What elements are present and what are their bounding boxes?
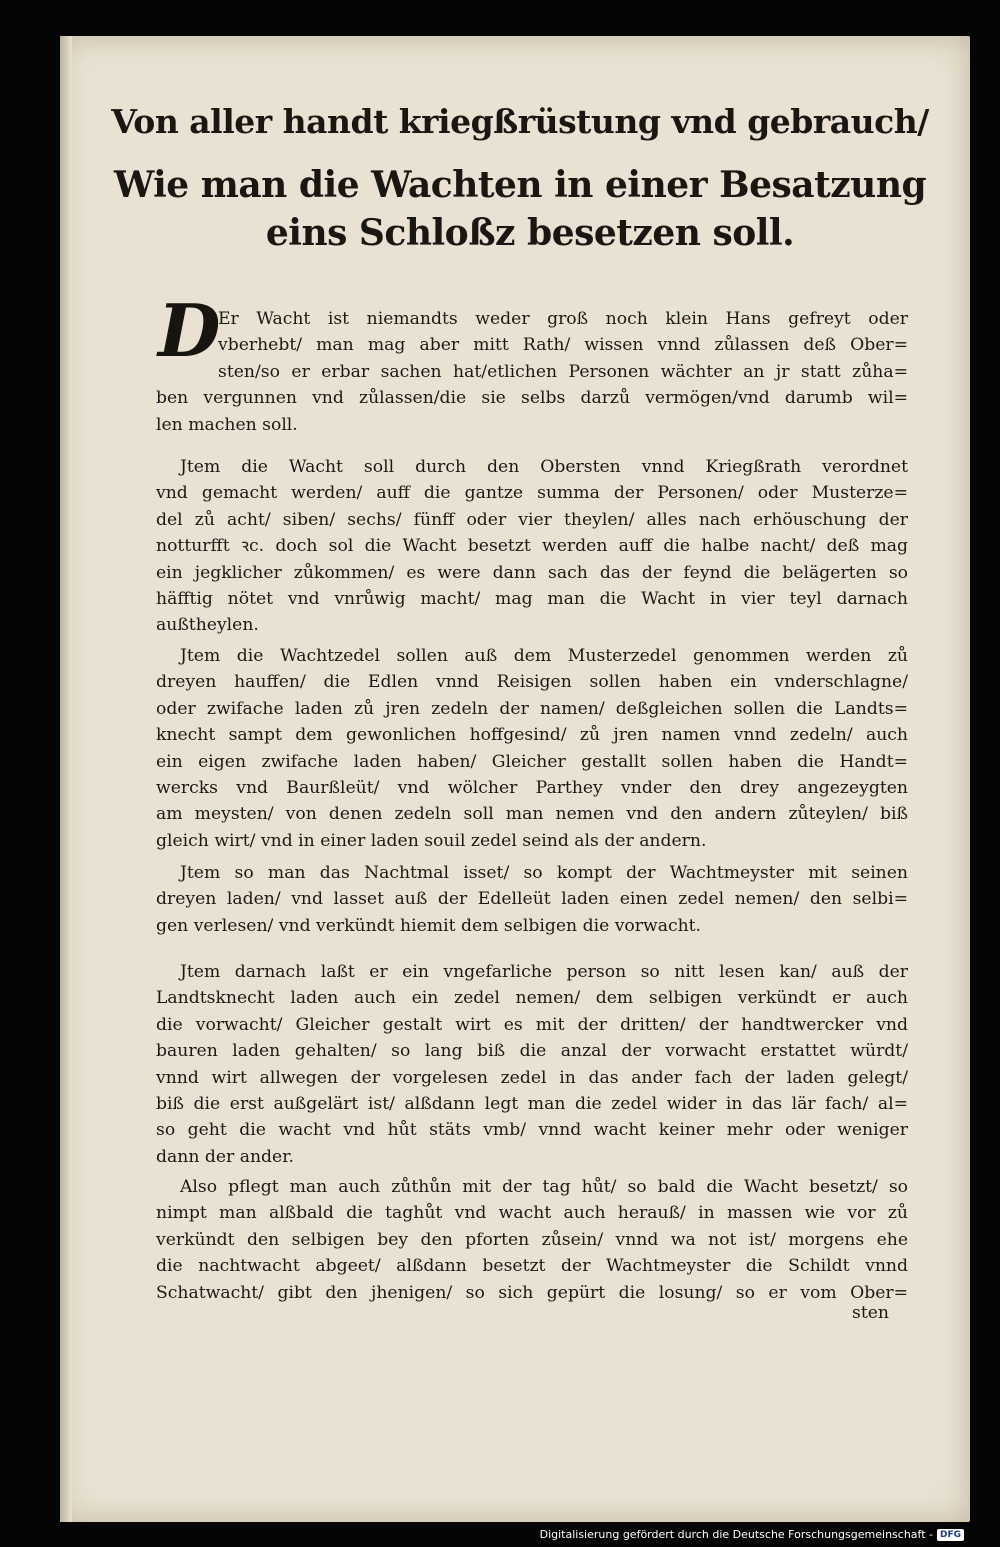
text-line: die nachtwacht abgeet/ alßdann besetzt der Wachtmeyster die Schildt vnnd — [156, 1256, 908, 1277]
paragraph-1 — [156, 306, 908, 438]
text-line: Jtem die Wachtzedel sollen auß dem Musterzedel genommen werden zů — [180, 646, 908, 666]
text-line: verkündt den selbigen bey den pforten zůsein/ vnnd wa not ist/ morgens ehe — [156, 1229, 908, 1250]
text-line: Er Wacht ist niemandts weder groß noch klein Hans gefreyt oder — [218, 309, 908, 329]
paragraph-6 — [156, 1174, 908, 1306]
catchword: sten — [852, 1303, 889, 1323]
paragraph-5 — [156, 959, 908, 1170]
text-line: del zů acht/ siben/ sechs/ fünff oder vier theylen/ alles nach erhöuschung der — [156, 509, 908, 530]
paragraph-3 — [156, 643, 908, 854]
text-line: am meysten/ von denen zedeln soll man nemen vnd den andern zůteylen/ biß — [156, 804, 908, 825]
text-line: die vorwacht/ Gleicher gestalt wirt es mit der dritten/ der handtwercker vnd — [156, 1014, 908, 1035]
text-line: vnd gemacht werden/ auff die gantze summa der Personen/ oder Musterze= — [156, 483, 908, 504]
text-line: vnnd wirt allwegen der vorgelesen zedel in das ander fach der laden gelegt/ — [156, 1067, 908, 1088]
text-line: Schatwacht/ gibt den jhenigen/ so sich gepürt die losung/ so er vom Ober= — [156, 1282, 908, 1303]
text-line: ben vergunnen vnd zůlassen/die sie selbs darzů vermögen/vnd darumb wil= — [156, 388, 908, 409]
text-line: Jtem darnach laßt er ein vngefarliche person so nitt lesen kan/ auß der — [180, 962, 908, 982]
text-line: ein eigen zwifache laden haben/ Gleicher gestallt sollen haben die Handt= — [156, 751, 908, 772]
text-line: notturfft ꝛc. doch sol die Wacht besetzt werden auff die halbe nacht/ deß mag — [156, 536, 908, 557]
text-line: dreyen hauffen/ die Edlen vnnd Reisigen sollen haben ein vnderschlagne/ — [156, 672, 908, 693]
text-line: gleich wirt/ vnd in einer laden souil zedel seind als der andern. — [156, 830, 707, 851]
heading-line-2: Wie man die Wachten in einer Besatzung — [113, 164, 927, 206]
text-line: wercks vnd Baurßleüt/ vnd wölcher Parthey vnder den drey angezeygten — [156, 778, 908, 799]
text-line: Jtem die Wacht soll durch den Obersten vnnd Kriegßrath verordnet — [180, 457, 908, 477]
text-line: dann der ander. — [156, 1146, 294, 1167]
paragraph-4 — [156, 860, 908, 939]
text-line: bauren laden gehalten/ so lang biß die anzal der vorwacht erstattet würdt/ — [156, 1041, 908, 1062]
footer-credit-text: Digitalisierung gefördert durch die Deutsche Forschungsgemeinschaft - — [539, 1528, 933, 1541]
dfg-logo[interactable]: DFG — [937, 1529, 964, 1541]
text-line: Also pflegt man auch zůthůn mit der tag hůt/ so bald die Wacht besetzt/ so — [180, 1177, 908, 1197]
text-line: so geht die wacht vnd hůt stäts vmb/ vnnd wacht keiner mehr oder weniger — [156, 1120, 908, 1141]
text-line: sten/so er erbar sachen hat/etlichen Personen wächter an jr statt zůha= — [218, 361, 908, 382]
text-line: ein jegklicher zůkommen/ es were dann sach das der feynd die belägerten so — [156, 562, 908, 583]
text-line: außtheylen. — [156, 615, 259, 636]
page-binding-edge — [60, 36, 72, 1522]
text-line: gen verlesen/ vnd verkündt hiemit dem selbigen die vorwacht. — [156, 915, 702, 936]
heading-line-3: eins Schloßz besetzen soll. — [265, 212, 795, 254]
text-line: nimpt man alßbald die taghůt vnd wacht auch herauß/ in massen wie vor zů — [156, 1203, 908, 1224]
text-line: oder zwifache laden zů jren zedeln der namen/ deßgleichen sollen die Landts= — [156, 698, 908, 719]
footer-credit — [540, 1528, 964, 1541]
heading-line-1: Von aller handt kriegßrüstung vnd gebrauch/ — [111, 102, 929, 141]
text-line: Landtsknecht laden auch ein zedel nemen/ dem selbigen verkündt er auch — [156, 988, 908, 1009]
text-line: knecht sampt dem gewonlichen hoffgesind/ zů jren namen vnnd zedeln/ auch — [156, 725, 908, 746]
text-line: Jtem so man das Nachtmal isset/ so kompt der Wachtmeyster mit seinen — [180, 863, 908, 883]
text-line: biß die erst außgelärt ist/ alßdann legt man die zedel wider in das lär fach/ al= — [156, 1094, 908, 1115]
text-line: dreyen laden/ vnd lasset auß der Edelleüt laden einen zedel nemen/ den selbi= — [156, 889, 908, 910]
text-line: len machen soll. — [156, 414, 298, 435]
paragraph-2 — [156, 454, 908, 639]
text-line: häfftig nötet vnd vnrůwig macht/ mag man die Wacht in vier teyl darnach — [156, 589, 908, 610]
drop-capital: D — [158, 288, 221, 373]
text-line: vberhebt/ man mag aber mitt Rath/ wissen vnnd zůlassen deß Ober= — [218, 335, 908, 356]
